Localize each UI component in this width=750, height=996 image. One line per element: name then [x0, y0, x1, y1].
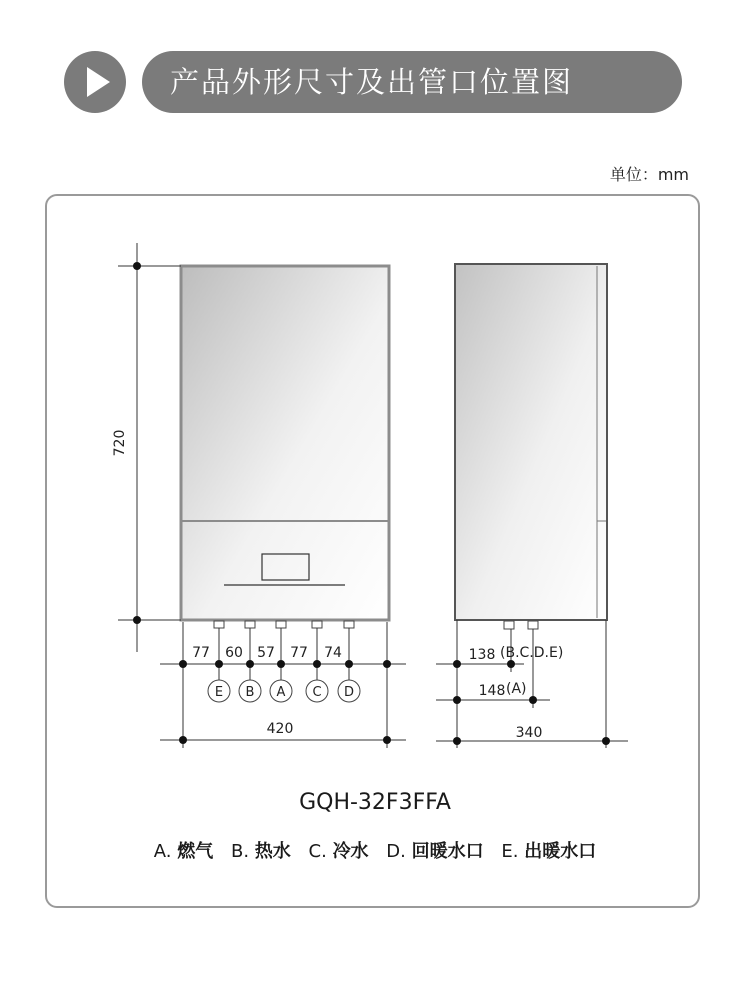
legend-name: 回暖水口 — [411, 841, 484, 862]
dim-dot — [133, 616, 141, 624]
pipe-legend — [0, 837, 750, 863]
depth-dim-label: 340 — [515, 725, 543, 741]
legend-code: A. — [153, 841, 172, 862]
dim-dot — [133, 262, 141, 270]
unit-label: 单位：mm — [609, 165, 689, 184]
pipe-stubs — [214, 621, 354, 628]
spacing-dim-label: 77 — [290, 645, 308, 661]
side-body — [455, 264, 607, 620]
offset-bcde-pipes: (B.C.D.E) — [500, 645, 564, 661]
spacing-dim-label: 60 — [225, 645, 243, 661]
legend-code: D. — [386, 841, 406, 862]
pipe-label: E — [214, 685, 224, 700]
spacing-dim-label: 57 — [257, 645, 275, 661]
offset-bcde-label: 138 — [468, 647, 496, 663]
model-number: GQH-32F3FFA — [299, 790, 451, 815]
pipe-label: A — [276, 685, 286, 700]
front-view — [112, 243, 406, 748]
side-view — [436, 264, 628, 748]
section-title: 产品外形尺寸及出管口位置图 — [170, 65, 574, 99]
offset-a-pipe: (A) — [506, 681, 527, 697]
pipe-label: D — [343, 685, 355, 700]
legend-code: B. — [230, 841, 250, 862]
width-dim-label: 420 — [266, 721, 294, 737]
legend-name: 出暖水口 — [524, 841, 597, 862]
legend-code: E. — [501, 841, 519, 862]
offset-a-label: 148 — [478, 683, 506, 699]
front-body — [181, 266, 389, 620]
legend-code: C. — [308, 841, 327, 862]
legend-name: 冷水 — [332, 841, 369, 862]
pipe-label: C — [312, 685, 322, 700]
pipe-label: B — [245, 685, 255, 700]
height-dim-label: 720 — [112, 429, 128, 457]
legend-name: 燃气 — [177, 841, 214, 862]
legend-name: 热水 — [254, 841, 291, 862]
spacing-dim-label: 77 — [192, 645, 210, 661]
spacing-dim-label: 74 — [324, 645, 342, 661]
